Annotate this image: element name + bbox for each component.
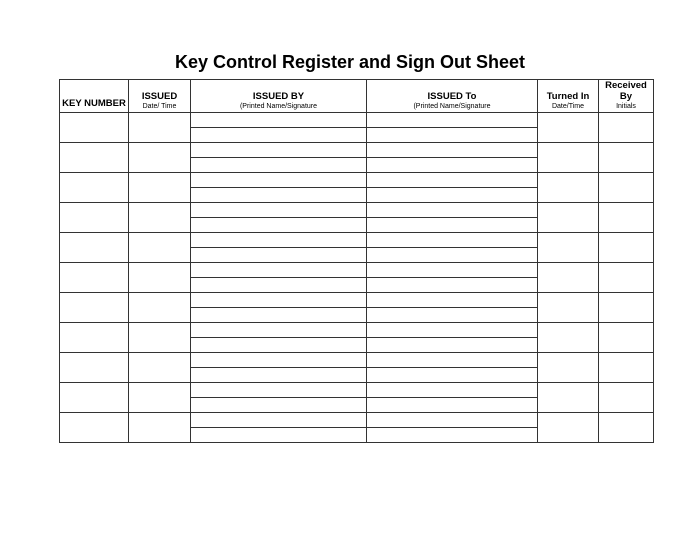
- key-number-cell[interactable]: [60, 113, 129, 143]
- issued-by-signature-cell[interactable]: [191, 398, 367, 413]
- turned-in-cell[interactable]: [538, 293, 599, 323]
- issued-by-name-cell[interactable]: [191, 203, 367, 218]
- issued-to-signature-cell[interactable]: [367, 278, 538, 293]
- issued-by-signature-cell[interactable]: [191, 308, 367, 323]
- issued-datetime-cell[interactable]: [129, 173, 191, 203]
- issued-by-signature-cell[interactable]: [191, 158, 367, 173]
- received-by-initials-cell[interactable]: [599, 263, 654, 293]
- turned-in-cell[interactable]: [538, 173, 599, 203]
- issued-datetime-cell[interactable]: [129, 233, 191, 263]
- received-by-initials-cell[interactable]: [599, 203, 654, 233]
- issued-by-signature-cell[interactable]: [191, 278, 367, 293]
- header-turned-in: Turned In Date/Time: [538, 80, 599, 113]
- key-number-cell[interactable]: [60, 413, 129, 443]
- received-by-initials-cell[interactable]: [599, 323, 654, 353]
- key-number-cell[interactable]: [60, 203, 129, 233]
- issued-datetime-cell[interactable]: [129, 263, 191, 293]
- issued-to-signature-cell[interactable]: [367, 308, 538, 323]
- turned-in-cell[interactable]: [538, 263, 599, 293]
- turned-in-cell[interactable]: [538, 413, 599, 443]
- issued-datetime-cell[interactable]: [129, 383, 191, 413]
- issued-by-name-cell[interactable]: [191, 143, 367, 158]
- table-row: [60, 263, 654, 278]
- turned-in-cell[interactable]: [538, 143, 599, 173]
- issued-by-signature-cell[interactable]: [191, 188, 367, 203]
- key-register-table: [59, 79, 654, 443]
- issued-to-signature-cell[interactable]: [367, 128, 538, 143]
- turned-in-cell[interactable]: [538, 203, 599, 233]
- key-number-cell[interactable]: [60, 143, 129, 173]
- key-number-cell[interactable]: [60, 383, 129, 413]
- key-number-cell[interactable]: [60, 263, 129, 293]
- issued-by-signature-cell[interactable]: [191, 338, 367, 353]
- table-row: [60, 353, 654, 368]
- issued-by-name-cell[interactable]: [191, 413, 367, 428]
- issued-to-name-cell[interactable]: [367, 413, 538, 428]
- issued-by-name-cell[interactable]: [191, 173, 367, 188]
- issued-datetime-cell[interactable]: [129, 143, 191, 173]
- table-row: [60, 293, 654, 308]
- header-issued: ISSUED Date/ Time: [129, 80, 191, 113]
- table-row: [60, 383, 654, 398]
- register-body: [60, 113, 654, 443]
- received-by-initials-cell[interactable]: [599, 413, 654, 443]
- received-by-initials-cell[interactable]: [599, 113, 654, 143]
- table-row: [60, 173, 654, 188]
- header-issued-by: ISSUED BY (Printed Name/Signature: [191, 80, 367, 113]
- issued-datetime-cell[interactable]: [129, 353, 191, 383]
- key-number-cell[interactable]: [60, 353, 129, 383]
- received-by-initials-cell[interactable]: [599, 173, 654, 203]
- issued-datetime-cell[interactable]: [129, 113, 191, 143]
- issued-to-signature-cell[interactable]: [367, 368, 538, 383]
- issued-by-signature-cell[interactable]: [191, 128, 367, 143]
- issued-to-signature-cell[interactable]: [367, 248, 538, 263]
- key-number-cell[interactable]: [60, 173, 129, 203]
- table-row: [60, 323, 654, 338]
- issued-to-signature-cell[interactable]: [367, 398, 538, 413]
- issued-to-signature-cell[interactable]: [367, 188, 538, 203]
- issued-to-name-cell[interactable]: [367, 233, 538, 248]
- issued-by-name-cell[interactable]: [191, 263, 367, 278]
- issued-to-signature-cell[interactable]: [367, 218, 538, 233]
- issued-to-name-cell[interactable]: [367, 203, 538, 218]
- issued-to-signature-cell[interactable]: [367, 158, 538, 173]
- key-number-cell[interactable]: [60, 293, 129, 323]
- issued-by-signature-cell[interactable]: [191, 248, 367, 263]
- received-by-initials-cell[interactable]: [599, 383, 654, 413]
- turned-in-cell[interactable]: [538, 353, 599, 383]
- header-received-by: Received By Initials: [599, 80, 654, 113]
- turned-in-cell[interactable]: [538, 113, 599, 143]
- issued-by-signature-cell[interactable]: [191, 218, 367, 233]
- received-by-initials-cell[interactable]: [599, 293, 654, 323]
- issued-to-name-cell[interactable]: [367, 323, 538, 338]
- issued-by-name-cell[interactable]: [191, 353, 367, 368]
- key-number-cell[interactable]: [60, 323, 129, 353]
- issued-by-signature-cell[interactable]: [191, 368, 367, 383]
- page-title: Key Control Register and Sign Out Sheet: [174, 52, 526, 72]
- issued-by-name-cell[interactable]: [191, 293, 367, 308]
- header-row: [60, 80, 654, 113]
- issued-to-name-cell[interactable]: [367, 143, 538, 158]
- table-row: [60, 413, 654, 428]
- turned-in-cell[interactable]: [538, 383, 599, 413]
- issued-by-signature-cell[interactable]: [191, 428, 367, 443]
- table-row: [60, 233, 654, 248]
- table-row: [60, 113, 654, 128]
- table-row: [60, 143, 654, 158]
- received-by-initials-cell[interactable]: [599, 143, 654, 173]
- key-number-cell[interactable]: [60, 233, 129, 263]
- issued-by-name-cell[interactable]: [191, 233, 367, 248]
- issued-by-name-cell[interactable]: [191, 323, 367, 338]
- header-key-number: KEY NUMBER: [60, 80, 129, 113]
- table-row: [60, 203, 654, 218]
- header-issued-to: ISSUED To (Printed Name/Signature: [367, 80, 538, 113]
- issued-to-name-cell[interactable]: [367, 113, 538, 128]
- turned-in-cell[interactable]: [538, 233, 599, 263]
- issued-by-name-cell[interactable]: [191, 113, 367, 128]
- issued-datetime-cell[interactable]: [129, 323, 191, 353]
- issued-datetime-cell[interactable]: [129, 293, 191, 323]
- issued-to-signature-cell[interactable]: [367, 428, 538, 443]
- issued-to-signature-cell[interactable]: [367, 338, 538, 353]
- issued-to-name-cell[interactable]: [367, 293, 538, 308]
- issued-by-name-cell[interactable]: [191, 383, 367, 398]
- issued-datetime-cell[interactable]: [129, 203, 191, 233]
- issued-datetime-cell[interactable]: [129, 413, 191, 443]
- issued-to-name-cell[interactable]: [367, 383, 538, 398]
- issued-to-name-cell[interactable]: [367, 353, 538, 368]
- issued-to-name-cell[interactable]: [367, 173, 538, 188]
- received-by-initials-cell[interactable]: [599, 233, 654, 263]
- issued-to-name-cell[interactable]: [367, 263, 538, 278]
- received-by-initials-cell[interactable]: [599, 353, 654, 383]
- turned-in-cell[interactable]: [538, 323, 599, 353]
